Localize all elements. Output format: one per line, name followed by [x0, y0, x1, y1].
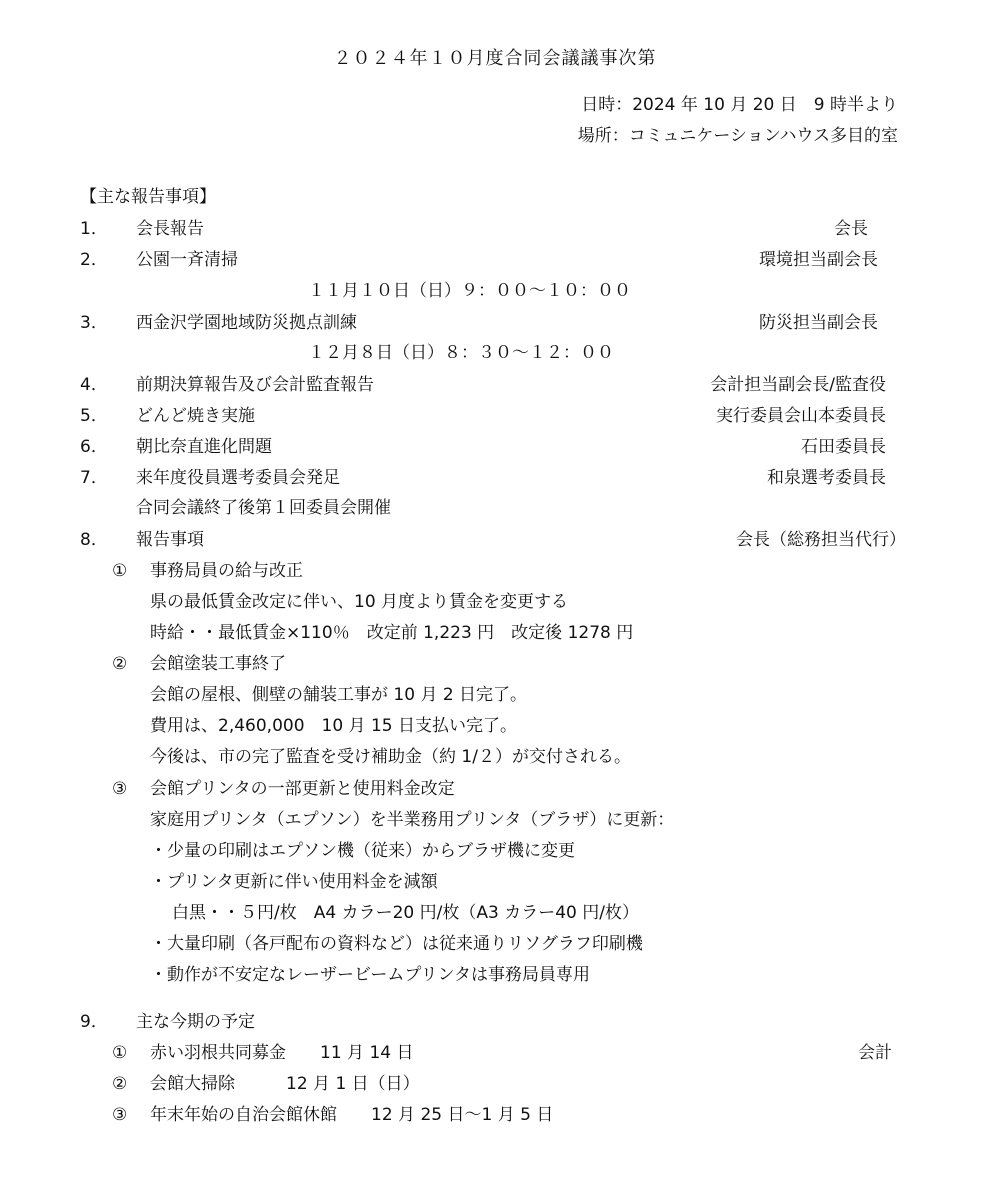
item-number: 7． — [80, 468, 108, 488]
item-label: どんど焼き実施 — [136, 406, 255, 426]
item-owner: 実行委員会山本委員長 — [716, 406, 886, 426]
meeting-datetime: 日時：2024 年 10 月 20 日 9 時半より — [581, 95, 898, 115]
schedule-mark: ③ — [112, 1105, 128, 1125]
item-number: 8． — [80, 530, 108, 550]
subitem-bullet: ・動作が不安定なレーザービームプリンタは事務局員専用 — [150, 965, 590, 985]
subitem-mark: ② — [112, 654, 128, 674]
document-title: ２０２４年１０月度合同会議議事次第 — [333, 48, 657, 69]
item-label: 前期決算報告及び会計監査報告 — [136, 375, 374, 395]
item-number: 4． — [80, 375, 108, 395]
item-number: 1． — [80, 219, 108, 239]
subitem-label: 会館プリンタの一部更新と使用料金改定 — [150, 779, 455, 799]
item-owner: 会長 — [834, 219, 868, 239]
subitem-label: 会館塗装工事終了 — [150, 654, 286, 674]
subitem-bullet: ・プリンタ更新に伴い使用料金を減額 — [150, 872, 438, 892]
item-detail: １１月１０日（日）９：００～１０：００ — [308, 281, 631, 301]
schedule-entry: 赤い羽根共同募金 11 月 14 日 — [150, 1043, 414, 1063]
subitem-line: 家庭用プリンタ（エプソン）を半業務用プリンタ（ブラザ）に更新： — [150, 810, 675, 830]
item-owner: 防災担当副会長 — [759, 313, 878, 333]
item-number: 9． — [80, 1012, 108, 1032]
item-label: 報告事項 — [136, 530, 204, 550]
subitem-line: 時給・・最低賃金×110％ 改定前 1,223 円 改定後 1278 円 — [150, 623, 634, 643]
item-number: 2． — [80, 250, 108, 270]
item-number: 6． — [80, 437, 108, 457]
item-label: 主な今期の予定 — [136, 1012, 255, 1032]
subitem-line: 白黒・・５円/枚 A4 カラー20 円/枚（A3 カラー40 円/枚） — [172, 903, 639, 923]
subitem-line: 県の最低賃金改定に伴い、10 月度より賃金を変更する — [150, 592, 569, 612]
subitem-label: 事務局員の給与改正 — [150, 561, 303, 581]
item-owner: 会計担当副会長/監査役 — [710, 375, 886, 395]
item-label: 会長報告 — [136, 219, 204, 239]
item-owner: 和泉選考委員長 — [767, 468, 886, 488]
subitem-bullet: ・大量印刷（各戸配布の資料など）は従来通りリソグラフ印刷機 — [150, 934, 643, 954]
schedule-owner: 会計 — [858, 1043, 892, 1063]
item-label: 朝比奈直進化問題 — [136, 437, 272, 457]
subitem-mark: ① — [112, 561, 128, 581]
item-detail: １２月８日（日）８：３０～１２：００ — [308, 343, 614, 363]
subitem-line: 会館の屋根、側壁の舗装工事が 10 月 2 日完了。 — [150, 685, 528, 705]
item-owner: 環境担当副会長 — [759, 250, 878, 270]
item-number: 5． — [80, 406, 108, 426]
item-owner: 会長（総務担当代行） — [736, 530, 906, 550]
schedule-entry: 年末年始の自治会館休館 12 月 25 日～1 月 5 日 — [150, 1105, 554, 1125]
schedule-mark: ② — [112, 1074, 128, 1094]
subitem-line: 費用は、2,460,000 10 月 15 日支払い完了。 — [150, 716, 517, 736]
item-owner: 石田委員長 — [801, 437, 886, 457]
schedule-mark: ① — [112, 1043, 128, 1063]
item-note: 合同会議終了後第１回委員会開催 — [136, 498, 391, 518]
schedule-entry: 会館大掃除 12 月 1 日（日） — [150, 1074, 420, 1094]
item-label: 来年度役員選考委員会発足 — [136, 468, 340, 488]
section-heading: 【主な報告事項】 — [80, 187, 216, 207]
item-number: 3． — [80, 313, 108, 333]
subitem-bullet: ・少量の印刷はエプソン機（従来）からブラザ機に変更 — [150, 841, 575, 861]
subitem-mark: ③ — [112, 779, 128, 799]
subitem-line: 今後は、市の完了監査を受け補助金（約 1/２）が交付される。 — [150, 747, 631, 767]
item-label: 西金沢学園地域防災拠点訓練 — [136, 313, 357, 333]
item-label: 公園一斉清掃 — [136, 250, 238, 270]
meeting-place: 場所：コミュニケーションハウス多目的室 — [577, 126, 898, 146]
